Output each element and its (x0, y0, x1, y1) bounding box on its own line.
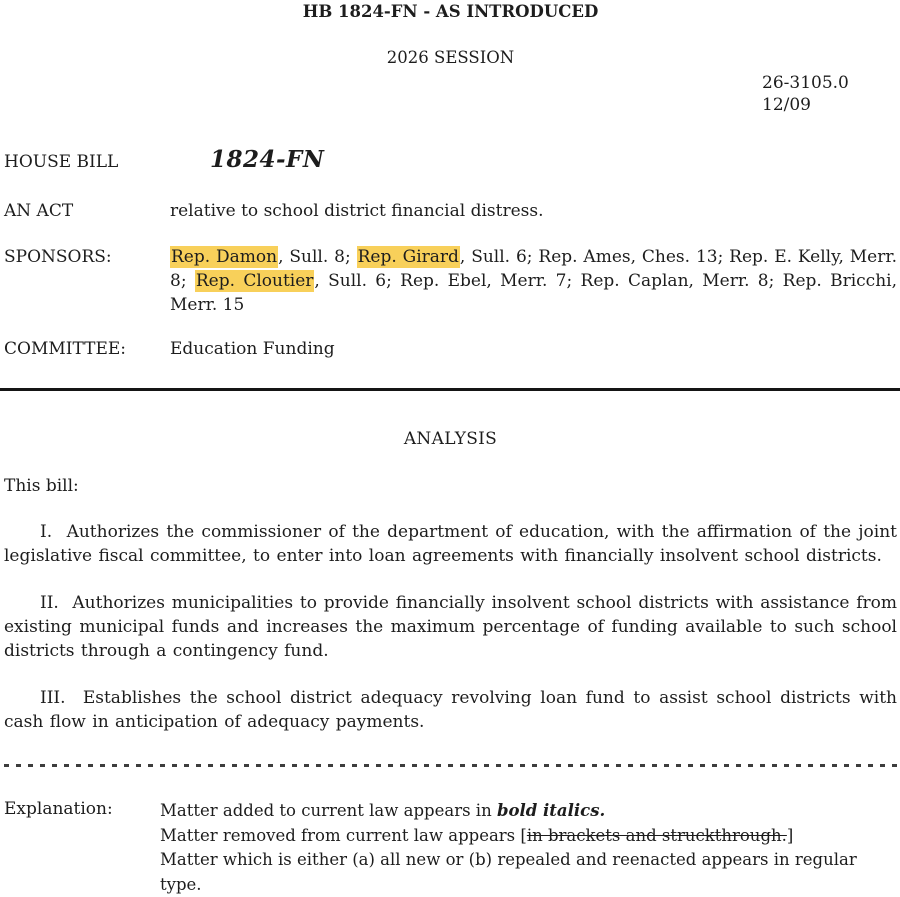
committee-row (4, 339, 897, 360)
sponsors-text: , Sull. 8; (278, 247, 357, 268)
highlighted-sponsor: Rep. Cloutier (195, 271, 314, 292)
an-act-label: AN ACT (4, 201, 74, 221)
analysis-paragraph-1: I. Authorizes the commissioner of the department of education, with the affirmation of the joint legislative fiscal committee, to enter into loan agreements with financially insolvent school districts. (4, 522, 897, 566)
explanation-line-added (160, 799, 897, 824)
struckthrough-sample: in brackets and struckthrough. (526, 825, 787, 845)
explanation-line-removed (160, 824, 897, 849)
explanation-lines (160, 799, 897, 897)
bold-italics-sample: bold italics. (496, 801, 606, 820)
sponsors-text: , Sull. 6; Rep. Ebel, Merr. 7; Rep. Caplan, Merr. 8; Rep. Bricchi, Merr. 15 (170, 271, 897, 316)
sponsors-list (170, 245, 897, 317)
explanation-line-regular (160, 848, 897, 897)
highlighted-sponsor: Rep. Damon (171, 247, 278, 268)
explanation-text: Matter which is either (a) all new or (b) repealed and reenacted appears in regular type. (160, 850, 857, 894)
an-act-text: relative to school district financial distress. (170, 201, 544, 221)
bill-number: 1824-FN (210, 146, 325, 174)
sponsors-row (4, 245, 897, 317)
session-heading: 2026 SESSION (386, 47, 515, 67)
sponsors-text: , Sull. 6; Rep. Ames, Ches. 13; Rep. E. Kelly, Merr. 8; (170, 247, 897, 292)
draft-number-block (762, 72, 897, 116)
sponsors-label: SPONSORS: (4, 247, 112, 268)
explanation-label: Explanation: (4, 799, 113, 819)
an-act-row (4, 201, 897, 222)
committee-name: Education Funding (170, 339, 335, 360)
document-heading: HB 1824-FN - AS INTRODUCED (302, 2, 599, 21)
draft-date: 12/09 (762, 95, 811, 116)
draft-number: 26-3105.0 (762, 73, 849, 94)
section-divider (0, 388, 900, 391)
committee-label: COMMITTEE: (4, 339, 127, 360)
explanation-section (4, 799, 897, 897)
explanation-text: Matter removed from current law appears [ (160, 825, 527, 845)
explanation-text: ] (786, 825, 794, 845)
house-bill-row (4, 146, 897, 175)
analysis-paragraph-3: III. Establishes the school district adequacy revolving loan fund to assist school districts with cash flow in anticipation of adequacy payments. (4, 688, 897, 732)
analysis-heading: ANALYSIS (403, 428, 498, 449)
analysis-paragraph-2: II. Authorizes municipalities to provide financially insolvent school districts with assistance from existing municipal funds and increases the maximum percentage of funding available to such school districts through a contingency fund. (4, 593, 897, 661)
explanation-text: Matter added to current law appears in (160, 801, 497, 820)
analysis-intro: This bill: (4, 475, 79, 496)
house-bill-label: HOUSE BILL (4, 152, 119, 173)
dashed-divider (4, 764, 897, 767)
highlighted-sponsor: Rep. Girard (357, 247, 459, 268)
